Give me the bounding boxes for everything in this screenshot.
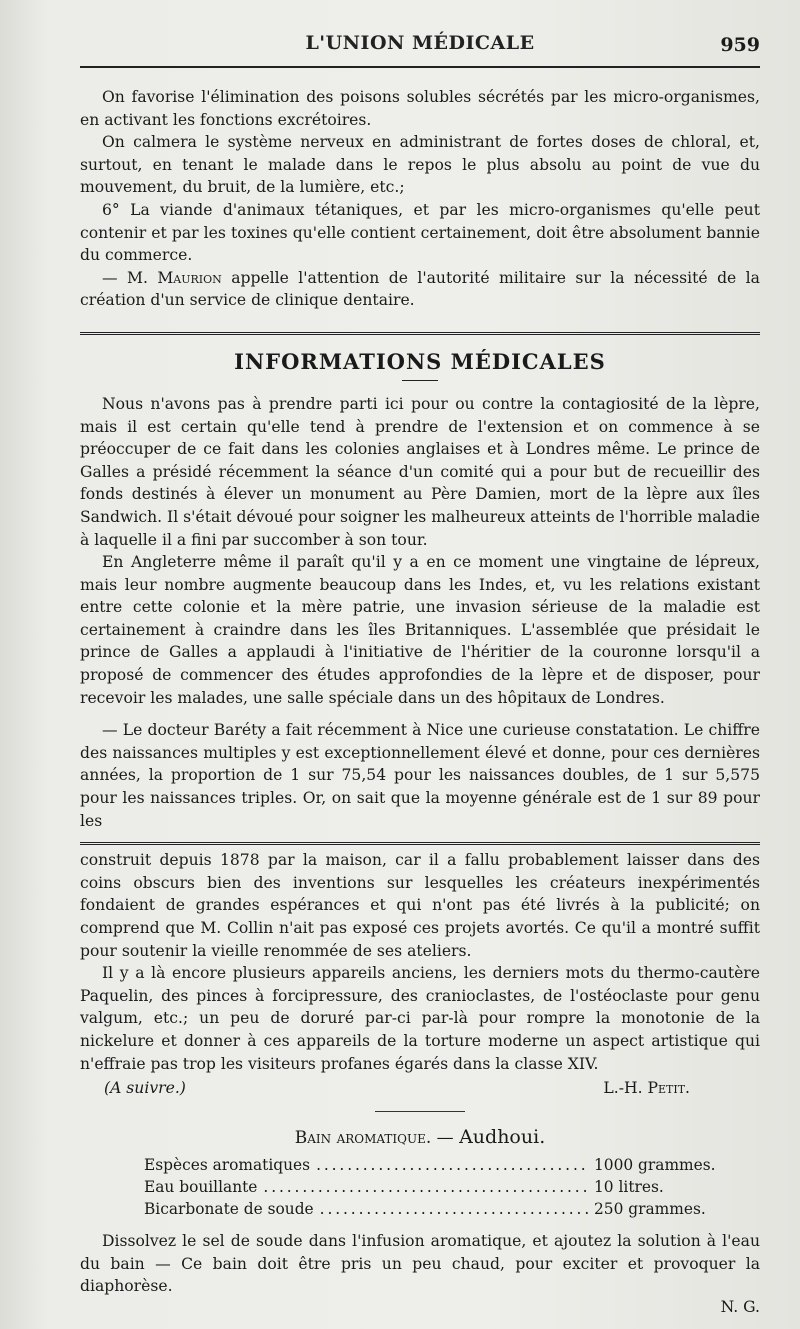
title-rule bbox=[402, 380, 438, 381]
leader-dots bbox=[320, 1198, 588, 1220]
dash-prefix: — M. bbox=[102, 268, 148, 287]
paragraph: On calmera le système nerveux en administrant de fortes doses de chloral, et, surtout, en tenant le malade dans le repos le plus absolu au point de vue du mouvement, du bruit, de la lumière, etc.; bbox=[80, 133, 760, 197]
ingredient-name: Espèces aromatiques bbox=[144, 1156, 311, 1175]
recipe-author: Audhoui. bbox=[459, 1126, 546, 1149]
leader-dots bbox=[263, 1176, 588, 1198]
ingredient-name: Bicarbonate de soude bbox=[144, 1200, 314, 1219]
paragraph: — Le docteur Baréty a fait récemment à Nice une curieuse constatation. Le chiffre des naissances multiples y est exceptionnellement élevé et donne, pour ces dernières années, la proportion de 1 sur 75,54 pour les naissances doubles, de 1 sur 5,575 pour les naissances triples. Or, on sait que la moyenne générale est de 1 sur 89 pour les bbox=[80, 721, 760, 830]
author-signature bbox=[603, 1079, 690, 1097]
paragraph: construit depuis 1878 par la maison, car il a fallu probablement laisser dans des coins obscurs bien des inventions sur lesquelles les créateurs inexpérimentés fondaient de grandes espérances et qui n'ont pas été livrés à la publicité; on comprend que M. Collin n'ait pas exposé ces projets avortés. Ce qu'il a montré suffit pour soutenir la vieille renommée de ses ateliers. bbox=[80, 851, 760, 960]
ingredient-row bbox=[144, 1198, 704, 1220]
section-divider bbox=[80, 842, 760, 845]
ingredient-quantity: 1000 grammes. bbox=[594, 1156, 716, 1175]
recipe bbox=[80, 1126, 760, 1316]
small-divider bbox=[375, 1111, 465, 1112]
paragraph: Nous n'avons pas à prendre parti ici pour ou contre la contagiosité de la lèpre, mais il est certain qu'elle tend à prendre de l'extension et on commence à se préoccuper de ce fait dans les colonies anglaises et à Londres même. Le prince de Galles a présidé récemment la séance d'un comité qui a pour but de recueillir des fonds destinés à élever un monument au Père Damien, mort de la lèpre aux îles Sandwich. Il s'était dévoué pour soigner les malheureux atteints de l'horrible maladie à laquelle il a fini par succomber à son tour. bbox=[80, 394, 760, 549]
running-title: L'UNION MÉDICALE bbox=[305, 32, 535, 54]
paragraph: 6° La viande d'animaux tétaniques, et par les micro-organismes qu'elle peut contenir et par les toxines qu'elle contient certainement, doit être absolument bannie du commerce. bbox=[80, 200, 760, 265]
informations-medicales bbox=[80, 335, 760, 832]
paragraph bbox=[80, 267, 760, 312]
page-header bbox=[80, 0, 760, 66]
paragraph: On favorise l'élimination des poisons solubles sécrétés par les micro-organismes, en activant les fonctions excrétoires. bbox=[80, 88, 760, 129]
to-follow-note: (A suivre.) bbox=[104, 1079, 186, 1098]
ingredient-row bbox=[144, 1176, 704, 1198]
article-closing bbox=[80, 1075, 760, 1097]
header-rule bbox=[80, 66, 760, 68]
signature-initials: L.-H. bbox=[603, 1079, 643, 1098]
ingredient-quantity: 250 grammes. bbox=[594, 1200, 706, 1219]
paragraph: En Angleterre même il paraît qu'il y a en ce moment une vingtaine de lépreux, mais leur nombre augmente beaucoup dans les Indes, et, vu les relations existant entre cette colonie et la mère patrie, une invasion sérieuse de la maladie est certainement à craindre dans les îles Britanniques. L'assemblée que présidait le prince de Galles a applaudi à l'initiative de l'héritier de la couronne lorsqu'il a proposé de commencer des études approfondies de la lèpre et de disposer, pour recevoir les malades, une salle spéciale dans un des hôpitaux de Londres. bbox=[80, 553, 760, 707]
ingredient-quantity: 10 litres. bbox=[594, 1178, 664, 1197]
continued-article-bottom bbox=[80, 849, 760, 1097]
leader-dots bbox=[316, 1154, 588, 1176]
recipe-instructions: Dissolvez le sel de soude dans l'infusion aromatique, et ajoutez la solution à l'eau du bain — Ce bain doit être pris un peu chaud, pour exciter et provoquer la diaphorèse. bbox=[80, 1232, 760, 1296]
recipe-title bbox=[80, 1126, 760, 1148]
paragraph: Il y a là encore plusieurs appareils anciens, les derniers mots du thermo-cautère Paquelin, des pinces à forcipressure, des cranioclastes, de l'ostéoclaste pour genu valgum, etc.; un peu de doruré par-ci par-là pour rompre la monotonie de la nickelure et donner à ces appareils de la torture moderne un aspect artistique qui n'effraie pas trop les visiteurs profanes égarés dans la classe XIV. bbox=[80, 964, 760, 1073]
page-number: 959 bbox=[720, 34, 760, 56]
recipe-name: Bain aromatique. bbox=[294, 1128, 432, 1149]
paragraph-text: appelle l'attention de l'autorité militaire sur la nécessité de la création d'un service de clinique dentaire. bbox=[80, 268, 760, 310]
continued-article-top bbox=[80, 86, 760, 312]
recipe-dash: — bbox=[436, 1128, 454, 1149]
ingredient-list bbox=[144, 1154, 716, 1220]
section-title: INFORMATIONS MÉDICALES bbox=[234, 348, 606, 374]
person-name: Maurion bbox=[157, 268, 222, 287]
signature-name: Petit. bbox=[647, 1079, 690, 1098]
ingredient-row bbox=[144, 1154, 716, 1176]
ingredient-name: Eau bouillante bbox=[144, 1178, 258, 1197]
recipe-initials: N. G. bbox=[720, 1297, 760, 1316]
